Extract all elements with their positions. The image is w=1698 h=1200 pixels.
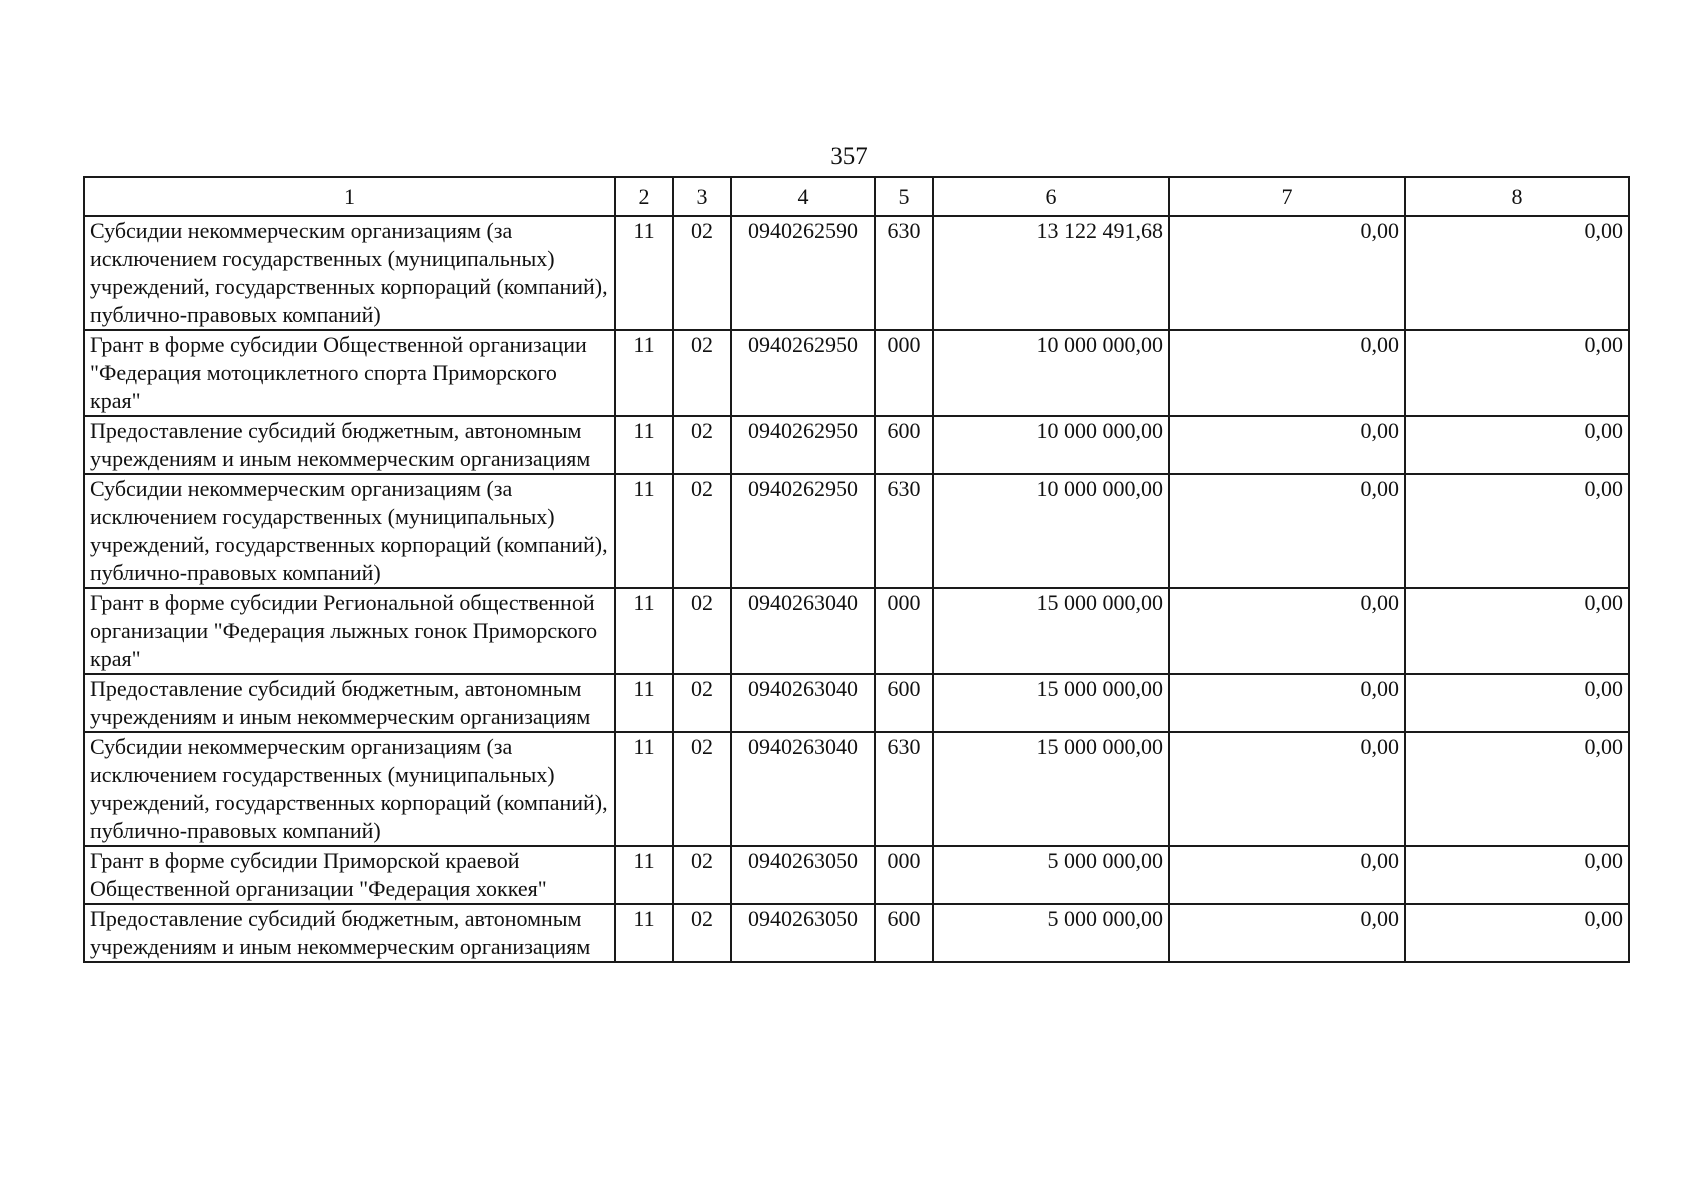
row-subsection: 02 xyxy=(673,216,731,330)
row-amount-8: 0,00 xyxy=(1405,416,1629,474)
row-amount-8: 0,00 xyxy=(1405,674,1629,732)
row-section: 11 xyxy=(615,904,673,962)
column-header-5: 5 xyxy=(875,177,933,216)
table-row xyxy=(84,904,1629,962)
row-section: 11 xyxy=(615,674,673,732)
row-amount-7: 0,00 xyxy=(1169,216,1405,330)
row-target-article: 0940262950 xyxy=(731,416,875,474)
row-amount-6: 10 000 000,00 xyxy=(933,416,1169,474)
row-name: Предоставление субсидий бюджетным, автономным учреждениям и иным некоммерческим организациям xyxy=(84,674,615,732)
table-row xyxy=(84,330,1629,416)
row-amount-6: 15 000 000,00 xyxy=(933,674,1169,732)
row-amount-6: 10 000 000,00 xyxy=(933,474,1169,588)
row-expense-type: 000 xyxy=(875,588,933,674)
table-row xyxy=(84,474,1629,588)
row-section: 11 xyxy=(615,846,673,904)
row-target-article: 0940263050 xyxy=(731,904,875,962)
table-row xyxy=(84,846,1629,904)
row-expense-type: 000 xyxy=(875,846,933,904)
row-amount-7: 0,00 xyxy=(1169,588,1405,674)
row-target-article: 0940262950 xyxy=(731,330,875,416)
row-subsection: 02 xyxy=(673,588,731,674)
row-target-article: 0940263040 xyxy=(731,732,875,846)
row-amount-6: 15 000 000,00 xyxy=(933,588,1169,674)
row-name: Субсидии некоммерческим организациям (за исключением государственных (муниципальных) учреждений, государственных корпораций (компаний), публично-правовых компаний) xyxy=(84,474,615,588)
row-amount-6: 10 000 000,00 xyxy=(933,330,1169,416)
row-target-article: 0940262950 xyxy=(731,474,875,588)
column-header-2: 2 xyxy=(615,177,673,216)
row-target-article: 0940263040 xyxy=(731,588,875,674)
column-header-1: 1 xyxy=(84,177,615,216)
row-section: 11 xyxy=(615,416,673,474)
row-amount-8: 0,00 xyxy=(1405,474,1629,588)
row-amount-7: 0,00 xyxy=(1169,416,1405,474)
budget-table xyxy=(83,176,1630,963)
row-amount-7: 0,00 xyxy=(1169,330,1405,416)
row-subsection: 02 xyxy=(673,846,731,904)
column-header-3: 3 xyxy=(673,177,731,216)
row-target-article: 0940262590 xyxy=(731,216,875,330)
row-section: 11 xyxy=(615,474,673,588)
row-name: Предоставление субсидий бюджетным, автономным учреждениям и иным некоммерческим организациям xyxy=(84,416,615,474)
page-number: 357 xyxy=(830,143,868,170)
row-expense-type: 630 xyxy=(875,474,933,588)
row-amount-8: 0,00 xyxy=(1405,330,1629,416)
column-header-6: 6 xyxy=(933,177,1169,216)
row-amount-7: 0,00 xyxy=(1169,732,1405,846)
row-name: Субсидии некоммерческим организациям (за исключением государственных (муниципальных) учреждений, государственных корпораций (компаний), публично-правовых компаний) xyxy=(84,216,615,330)
row-amount-6: 13 122 491,68 xyxy=(933,216,1169,330)
row-name: Грант в форме субсидии Общественной организации "Федерация мотоциклетного спорта Приморского края" xyxy=(84,330,615,416)
row-subsection: 02 xyxy=(673,674,731,732)
row-expense-type: 600 xyxy=(875,674,933,732)
row-amount-6: 5 000 000,00 xyxy=(933,846,1169,904)
row-name: Грант в форме субсидии Приморской краевой Общественной организации "Федерация хоккея" xyxy=(84,846,615,904)
row-amount-7: 0,00 xyxy=(1169,904,1405,962)
column-number-row xyxy=(84,177,1629,216)
table-row xyxy=(84,588,1629,674)
row-section: 11 xyxy=(615,732,673,846)
row-expense-type: 600 xyxy=(875,416,933,474)
row-amount-8: 0,00 xyxy=(1405,588,1629,674)
row-section: 11 xyxy=(615,216,673,330)
row-section: 11 xyxy=(615,588,673,674)
row-amount-8: 0,00 xyxy=(1405,904,1629,962)
row-name: Предоставление субсидий бюджетным, автономным учреждениям и иным некоммерческим организациям xyxy=(84,904,615,962)
row-subsection: 02 xyxy=(673,904,731,962)
table-row xyxy=(84,216,1629,330)
row-amount-7: 0,00 xyxy=(1169,474,1405,588)
row-subsection: 02 xyxy=(673,474,731,588)
row-amount-6: 5 000 000,00 xyxy=(933,904,1169,962)
row-section: 11 xyxy=(615,330,673,416)
table-row xyxy=(84,674,1629,732)
row-expense-type: 600 xyxy=(875,904,933,962)
row-amount-7: 0,00 xyxy=(1169,846,1405,904)
row-amount-8: 0,00 xyxy=(1405,846,1629,904)
row-amount-8: 0,00 xyxy=(1405,732,1629,846)
column-header-4: 4 xyxy=(731,177,875,216)
row-amount-8: 0,00 xyxy=(1405,216,1629,330)
column-header-8: 8 xyxy=(1405,177,1629,216)
row-name: Грант в форме субсидии Региональной общественной организации "Федерация лыжных гонок Приморского края" xyxy=(84,588,615,674)
row-subsection: 02 xyxy=(673,416,731,474)
row-expense-type: 630 xyxy=(875,216,933,330)
row-amount-7: 0,00 xyxy=(1169,674,1405,732)
row-subsection: 02 xyxy=(673,732,731,846)
row-subsection: 02 xyxy=(673,330,731,416)
column-header-7: 7 xyxy=(1169,177,1405,216)
row-expense-type: 630 xyxy=(875,732,933,846)
row-expense-type: 000 xyxy=(875,330,933,416)
row-target-article: 0940263040 xyxy=(731,674,875,732)
row-target-article: 0940263050 xyxy=(731,846,875,904)
table-row xyxy=(84,732,1629,846)
row-name: Субсидии некоммерческим организациям (за исключением государственных (муниципальных) учреждений, государственных корпораций (компаний), публично-правовых компаний) xyxy=(84,732,615,846)
table-row xyxy=(84,416,1629,474)
row-amount-6: 15 000 000,00 xyxy=(933,732,1169,846)
